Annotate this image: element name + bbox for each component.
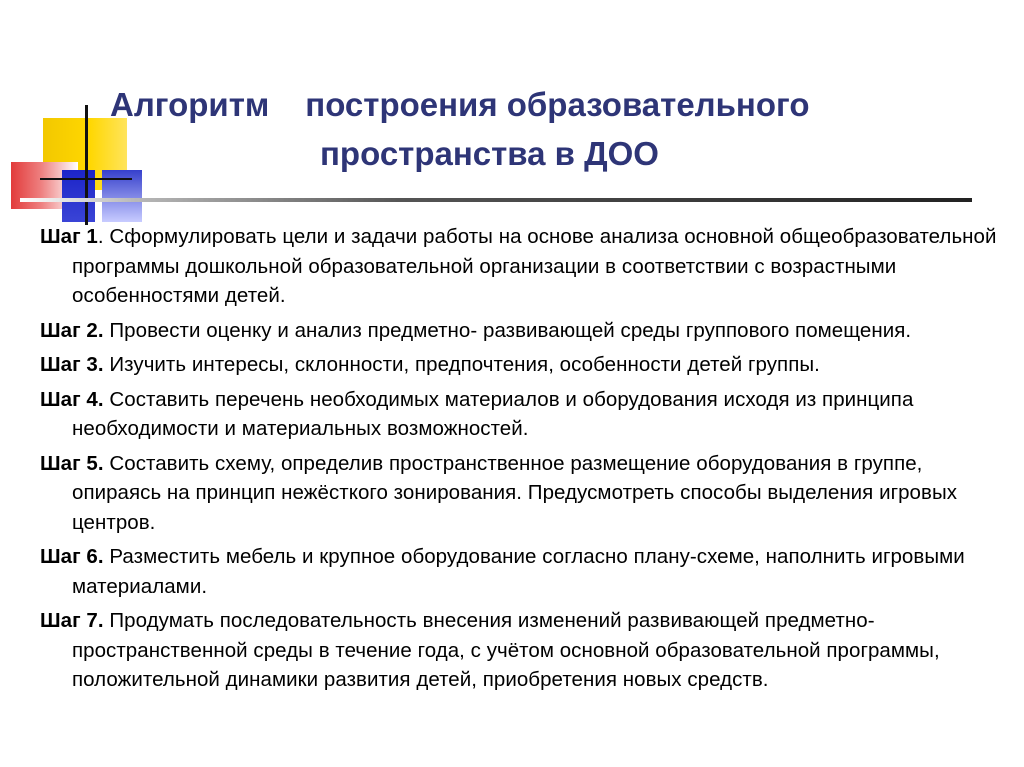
step-text: Составить схему, определив пространственное размещение оборудования в группе, опираясь на принцип нежёсткого зонирования. Предусмотреть способы выделения игровых центров.	[72, 451, 958, 534]
step-text: Продумать последовательность внесения изменений развивающей предметно-пространственной среды в течение года, с учётом основной образовательной программы, положительной динамики развития детей, приобретения новых средств.	[72, 609, 940, 691]
step-4	[40, 385, 1015, 444]
horizontal-line	[40, 178, 132, 180]
title-rest: построения образовательного	[305, 86, 810, 123]
step-label: Шаг 5.	[40, 451, 104, 475]
step-text: Разместить мебель и крупное оборудование согласно плану-схеме, наполнить игровыми материалами.	[72, 545, 965, 598]
step-text: Провести оценку и анализ предметно- развивающей среды группового помещения.	[103, 318, 912, 342]
step-7	[40, 606, 1015, 695]
step-label: Шаг 6.	[40, 545, 104, 568]
slide-title	[60, 80, 1000, 178]
step-2	[40, 316, 1015, 346]
steps-list	[40, 222, 1015, 700]
step-3	[40, 350, 1015, 380]
step-label: Шаг 3.	[40, 353, 104, 376]
title-line-1	[60, 80, 1000, 129]
step-6	[40, 542, 1015, 601]
step-text: Составить перечень необходимых материалов и оборудования исходя из принципа необходимости и материальных возможностей.	[72, 387, 914, 440]
step-label: Шаг 1	[40, 225, 98, 248]
title-line-2: пространства в ДОО	[320, 135, 659, 172]
step-label: Шаг 2.	[40, 318, 104, 342]
title-word-algorithm: Алгоритм	[110, 86, 270, 123]
title-divider	[20, 198, 972, 202]
step-text: Изучить интересы, склонности, предпочтения, особенности детей группы.	[103, 353, 820, 376]
step-5	[40, 449, 1015, 538]
step-1	[40, 222, 1015, 311]
step-label: Шаг 7.	[40, 609, 104, 632]
step-text: . Сформулировать цели и задачи работы на основе анализа основной общеобразовательной программы дошкольной образовательной организации в соответствии с возрастными особенностями детей.	[72, 225, 997, 307]
step-label: Шаг 4.	[40, 387, 104, 411]
